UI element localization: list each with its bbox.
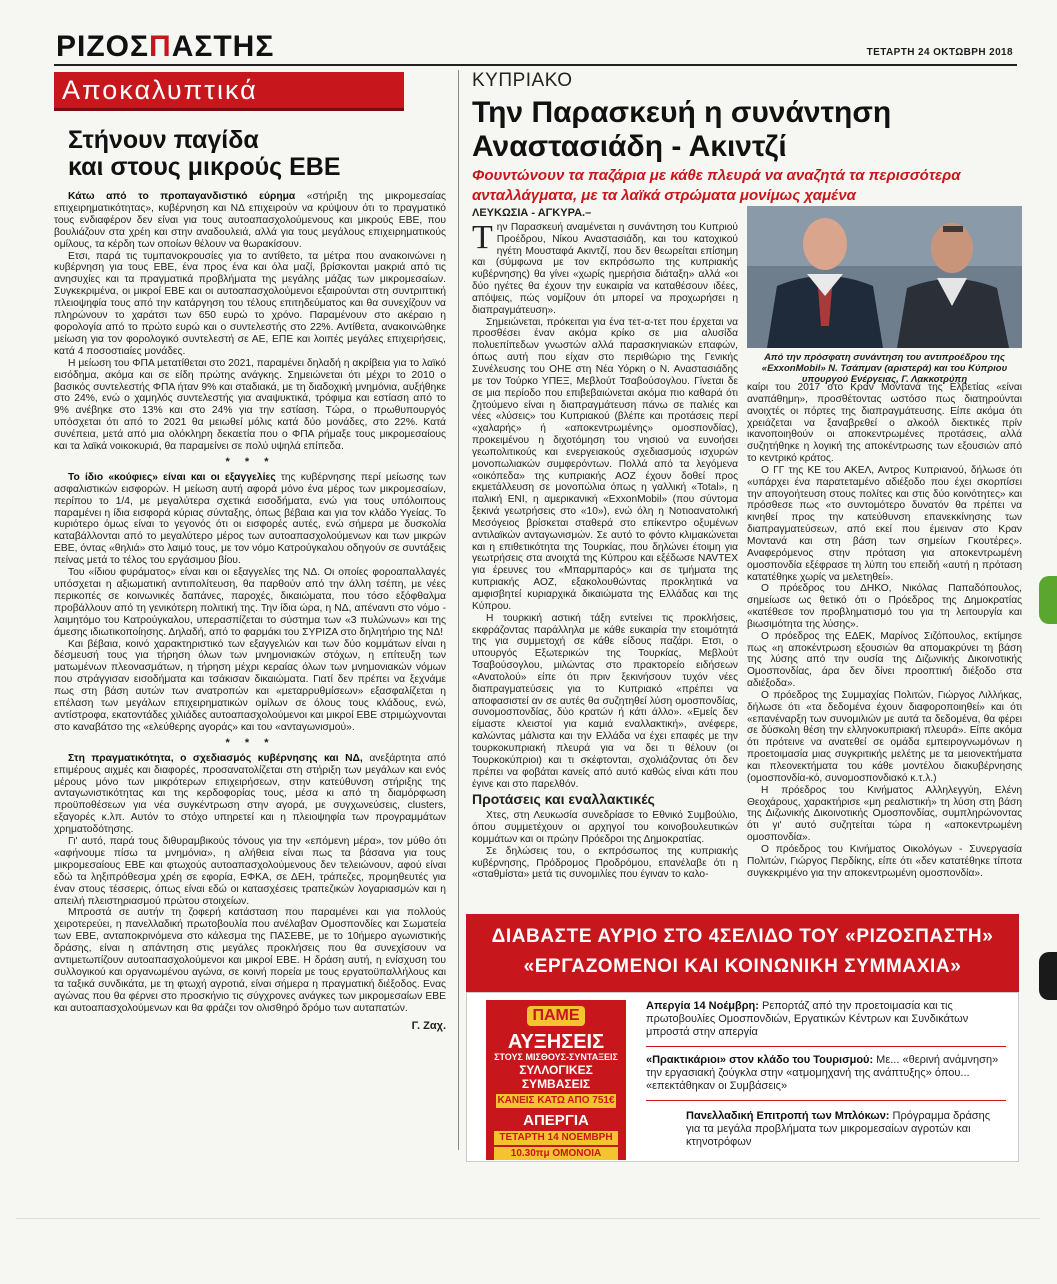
masthead-logo: ΡΙΖΟΣΠΑΣΤΗΣ [56,30,275,63]
poster-text: ΑΠΕΡΓΙΑ [523,1112,589,1129]
promo-item: Πανελλαδική Επιτροπή των Μπλόκων: Πρόγραμμα δράσης για τα μεγάλα προβλήματα των μικρομεσαίων αγροτών και κτηνοτρόφων [686,1110,991,1148]
promo-banner [466,914,1019,992]
paragraph: Ο πρόεδρος του Κινήματος Οικολόγων - Συνεργασία Πολιτών, Γιώργος Περδίκης, είπε ότι «δεν κατατέθηκε τίποτα συγκεκριμένο για την αποκεντρωμένη ομοσπονδία». [747,843,1022,879]
promo-item: Απεργία 14 Νοέμβρη: Ρεπορτάζ από την προετοιμασία και τις πρωτοβουλίες Ομοσπονδιών, Εργατικών Κέντρων και Συνδικάτων μπροστά στην απεργία [646,1000,969,1038]
promo-separator [646,1100,1006,1101]
paragraph: Η πρόεδρος του Κινήματος Αλληλεγγύη, Ελένη Θεοχάρους, χαρακτήρισε «μη ρεαλιστική» τη λύση στη βάση της Διζωνικής Δικοινοτικής Ομοσπονδίας, συμπληρώνοντας ότι γι' αυτό συζητείται τώρα η «αποκεντρωμένη ομοσπονδία». [747,784,1022,844]
paragraph: Ο ΓΓ της ΚΕ του ΑΚΕΛ, Αντρος Κυπριανού, δήλωσε ότι «υπάρχει ένα παρατεταμένο αδιέξοδο που έχει σκορπίσει την απογοήτευση στους πολίτες και στις δύο κοινότητες» και πρόσθεσε πως «το συντομότερο δυνατόν θα πρέπει να κινηθεί προς την κατεύθυνση επανεκκίνησης των διαπραγματεύσεων, από εκεί που έμειναν στο Κραν Μοντανά και στη βάση των σημείων Γκουτέρες». Αναφερόμενος στην πρόταση για αποκεντρωμένη ομοσπονδία εξέφρασε τη λύπη του επειδή «αυτή η πρόταση κατατέθηκε χωρίς να μελετηθεί». [747,464,1022,583]
edge-tab-green [1039,576,1057,624]
paragraph: Ετσι, παρά τις τυμπανοκρουσίες για το αντίθετο, τα μέτρα που ανακοινώνει η κυβέρνηση για τους ΕΒΕ, ένα προς ένα και όλα μαζί, βρίσκονται μακριά από τις ανησυχίες και τα πραγματικά προβλήματα της μεγάλης μάζας των μικρομεσαίων. Συγκεκριμένα, οι μικροί ΕΒΕ και οι αυτοαπασχολούμενοι εξαιρούνται στη συντριπτική πλειοψηφία τους από την κατάργηση του τέλους επιτηδεύματος και θα συνεχίζουν να πληρώνουν το χαράτσι των 650 ευρώ το χρόνο. Παραμένουν στο ακέραιο η φορολογία από το πρώτο ευρώ και ο συντελεστής στο 22%. Αντίθετα, ανακοινώθηκε μείωση για τον φορολογικό συντελεστή σε ΑΕ, ΕΠΕ και λοιπές μεγάλες επιχειρήσεις, κατά 4 ποσοστιαίες μονάδες. [54,250,446,357]
promo-separator [646,1046,1006,1047]
paragraph: Το ίδιο «κούφιες» είναι και οι εξαγγελίες της κυβέρνησης περί μείωσης των ασφαλιστικών εισφορών. Η μείωση αυτή αφορά μόνο ένα μέρος των μικρομεσαίων, περίπου το 1/4, με μεγαλύτερα σχετικά εισοδήματα, ενώ για τους υπόλοιπους παραμένει η ίδια εισφορά κύριας σύνταξης, όπως βέβαια και για τον κλάδο Υγείας. Το κυριότερο όμως είναι το γεγονός ότι οι εισφορές αυτές, ενώ σήμερα με δυσκολία καταβάλλονται από το μεγαλύτερο μέρος των αυτοαπασχολούμενων και των μικρών ΕΒΕ, όντας «θηλιά» στο λαιμό τους, με τον νόμο Κατρούγκαλου οδηγούν σε συντάξεις πείνας μετά το τέλος του εργάσιμου βίου. [54,471,446,567]
subheading: Προτάσεις και εναλλακτικές [472,791,655,808]
paragraph: Σημειώνεται, πρόκειται για ένα τετ-α-τετ που έρχεται να προσθέσει έναν ακόμα κρίκο σε μια αλυσίδα πολυεπίπεδων γνωστών αλλά παρασκηνιακών επαφών, όπως αυτή που είχαν στο περιθώριο της Γενικής Συνέλευσης του ΟΗΕ στη Νέα Υόρκη ο Ν. Αναστασιάδης με τον Τούρκο ΥΠΕΞ, Μεβλούτ Τσαβούσογλου. Γίνεται δε σε μια περίοδο που επιβεβαιώνεται ακόμα πιο καθαρά ότι ζητούμενο είναι η διαπραγμάτευση πάνω σε παλιές και νέες «λύσεις» του Κυπριακού (βλέπε και προτάσεις περί «χαλαρής» ή «αποκεντρωμένης» ομοσπονδίας), προκειμένου η διχοτόμηση του νησιού να ευνοήσει γεωπολιτικούς και ενεργειακούς σχεδιασμούς ισχυρών μονοπωλιακών συμφερόντων. Πολλά από τα λεγόμενα «οικόπεδα» της κυπριακής ΑΟΖ έχουν δοθεί προς εκμετάλλευση σε μονοπώλια όπως η γαλλική «Total», η ιταλική ΕΝΙ, η αμερικανική «ExxonMobil» (που σύντομα ξεκινά γεωτρήσεις στο «10»), ενώ όλη η Νοτιοανατολική Μεσόγειος βρίσκεται σταθερά στο επίκεντρο οξυμένων αντιλαϊκών ανταγωνισμών. Σε αυτό το φόντο κλιμακώνεται και η επιθετικότητα της Τουρκίας, που δηλώνει έτοιμη για γεωτρήσεις στα ανοιχτά της Κύπρου και εξέδωσε NAVTEX για έρευνες του «Μπαρμπαρός» και σε τμήματα της κυπριακής ΑΟΖ, εξακολουθώντας προκλητικά να αμφισβητεί κυριαρχικά δικαιώματα της Ελλάδας και της Κύπρου. [472,316,738,612]
issue-date: ΤΕΤΑΡΤΗ 24 ΟΚΤΩΒΡΗ 2018 [866,47,1013,58]
column-divider [458,70,459,1150]
main-headline [472,96,992,164]
poster-text: ΣΥΛΛΟΓΙΚΕΣ ΣΥΜΒΑΣΕΙΣ [519,1063,593,1091]
dateline: ΛΕΥΚΩΣΙΑ - ΑΓΚΥΡΑ.– [472,207,592,219]
promo-line-1: ΔΙΑΒΑΣΤΕ ΑΥΡΙΟ ΣΤΟ 4ΣΕΛΙΔΟ ΤΟΥ «ΡΙΖΟΣΠΑΣΤΗ» [491,926,994,947]
left-headline-line2: και στους μικρούς ΕΒΕ [68,153,341,181]
paragraph: Και βέβαια, κοινό χαρακτηριστικό των εξαγγελιών και των δύο κομμάτων είναι η δέσμευσή τους για τήρηση όλων των μνημονιακών στόχων, η επίτευξη των ματωμένων πλεονασμάτων, η τήρηση μέχρι κεραίας όλων των μνημονιακών νόμων που στράγγισαν εισοδήματα και τσάκισαν δικαιώματα. Γιατί δεν πρέπει να ξεχνάμε πως στη βάση αυτών των ανατροπών και «μεταρρυθμίσεων» εξασφαλίζεται η επέλαση των μεγάλων επιχειρηματικών ομίλων σε όλους τους κλάδους, ενώ, αντίστροφα, εκατοντάδες χιλιάδες αυτοαπασχολούμενοι και μικροί ΕΒΕ στριμώχνονται στο καναβάτσο της «ελεύθερης αγοράς» και του «ανταγωνισμού». [54,638,446,733]
main-headline-line2: Αναστασιάδη - Ακιντζί [472,130,787,163]
news-photo [747,206,1022,348]
poster-text: 10.30πμ ΟΜΟΝΟΙΑ [494,1147,618,1160]
main-headline-line1: Την Παρασκευή η συνάντηση [472,96,892,129]
paragraph: Γι' αυτό, παρά τους διθυραμβικούς τόνους για την «επόμενη μέρα», τον μύθο ότι «αφήνουμε πίσω τα μνημόνια», η αλήθεια είναι πως τα βάσανα για τους μικρομεσαίους ΕΒΕ και φτωχούς αυτοαπασχολούμενους δεν τελειώνουν, αφού είναι εδώ τα ληξιπρόθεσμα χρέη σε εφορία, ΕΦΚΑ, σε ΔΕΗ, τράπεζες, προμηθευτές για έναν στους τέσσερις, όπως είναι εδώ οι κατασχέσεις τραπεζικών λογαριασμών και η απειλή πλειστηριασμού πρώτου στοιχείων. [54,836,446,907]
promo-line-2: «ΕΡΓΑΖΟΜΕΝΟΙ ΚΑΙ ΚΟΙΝΩΝΙΚΗ ΣΥΜΜΑΧΙΑ» [523,956,962,977]
separator-stars: * * * [225,455,275,468]
photo-illustration [747,206,1022,348]
pame-logo: ΠΑΜΕ [527,1006,585,1026]
left-article [54,72,446,1033]
drop-cap: Τ [472,218,493,256]
author-signature: Γ. Ζαχ. [411,1019,446,1032]
paragraph: Η μείωση του ΦΠΑ μετατίθεται στο 2021, παραμένει δηλαδή η ακρίβεια για το λαϊκό εισόδημα, ακόμα και σε είδη πρώτης ανάγκης. Σημειώνεται ότι μέχρι το 2010 ο βασικός συντελεστής ΦΠΑ ήταν 9% και σταδιακά, με τη διαδοχική μνημόνια, αυξήθηκε στο 24%, ενώ ο χαμηλός συντελεστής για αναψυκτικά, τρόφιμα και εστίαση από το 9% ανέβηκε στο 13% και στο 24% για την εστίαση. Τώρα, ο πρωθυπουργός υπόσχεται ότι από το 2021 θα μειωθεί μόλις κατά δύο μονάδες, στο 22%. Κατά συνέπεια, μετά από μια ολόκληρη δεκαετία που ο ΦΠΑ ρήμαξε τους μικρομεσαίους και τα λαϊκά νοικοκυριά, θα παραμείνει σε πολύ υψηλά επίπεδα. [54,357,446,453]
paragraph: Ο πρόεδρος του ΔΗΚΟ, Νικόλας Παπαδόπουλος, σημείωσε ως θετικό ότι ο Πρόεδρος της Δημοκρατίας «κατέθεσε τον προβληματισμό του για τη λειτουργία και βιωσιμότητα της λύσης». [747,583,1022,630]
edge-tab-black [1039,952,1057,1000]
section-kicker: ΚΥΠΡΙΑΚΟ [472,70,573,91]
paragraph: Η τουρκική αστική τάξη εντείνει τις προκλήσεις, εκφράζοντας παράλληλα με κάθε ευκαιρία την ετοιμότητά της για συμμετοχή σε κάθε είδους παζάρι. Ετσι, ο υπουργός Εξωτερικών της Τουρκίας, Μεβλούτ Τσαβούσογλου, μιλώντας στο πρακτορείο ειδήσεων «Ανατολού» είπε ότι πριν ξεκινήσουν τυχόν νέες διαπραγματεύσεις για το Κυπριακό «πρέπει να αποφασιστεί αν σε αυτές θα συζητηθεί λύση ομοσπονδίας, συνομοσπονδίας, δύο κρατών ή κάτι άλλο». «Εμείς δεν είμαστε κλειστοί για καμιά εναλλακτική», ανέφερε, καλώντας μάλιστα και την Ελλάδα να έχει επαφές με την τουρκοκυπριακή πλευρά για να δει τι θέλουν (οι Τουρκοκύπριοι) και τι σκέφτονται, σχολιάζοντας ότι δεν πρέπει να φοβάται κανείς από αυτό καθώς είναι κάτι που έγινε και στο παρελθόν. [472,612,738,790]
paragraph: Μπροστά σε αυτήν τη ζοφερή κατάσταση που παραμένει και για πολλούς χειροτερεύει, η πανελλαδική πρωτοβουλία που ανέλαβαν Ομοσπονδίες και Σωματεία των ΕΒΕ, ανταποκρινόμενα στο κάλεσμα της ΠΑΣΕΒΕ, με το 10ήμερο αγωνιστικής δράσης, είναι η απάντηση στις μεγάλες προκλήσεις που θα συνεχίσουν να αντιμετωπίζουν αυτοαπασχολούμενοι και μικροί ΕΒΕ. Η δράση αυτή, η ενίσχυση του συλλογικού και οργανωμένου αγώνα, σε κοινή πορεία με τους εργατοϋπαλλήλους και τα ταξικά συνδικάτα, με τη φτωχή αγροτιά, είναι σήμερα η πραγματική διέξοδος. Ενας αγώνας που θα φέρνει στο προσκήνιο τις σύγχρονες ανάγκες των μικρομεσαίων ΕΒΕ και αυτοαπασχολούμενων και θα φράζει τον ολισθηρό δρόμο των αυταπατών. [54,907,446,1014]
right-column-1 [472,208,738,881]
photo-caption: Από την πρόσφατη συνάντηση του αντιπροέδρου της «ExxonMobil» Ν. Τσάπμαν (αριστερά) και του Κύπριου υπουργού Ενέργειας, Γ. Λακκοτρύπη [761,352,1008,385]
paragraph: Ο πρόεδρος της Συμμαχίας Πολιτών, Γιώργος Λιλλήκας, δήλωσε ότι «τα δεδομένα έχουν διαφοροποιηθεί» και ότι «επανέναρξη των συνομιλιών με αυτά τα δεδομένα, θα φέρει σε δύσκολη θέση την ελληνοκυπριακή πλευρά». Είπε ακόμα ότι πρότεινε να ανατεθεί σε ομάδα εμπειρογνωμόνων η προετοιμασία μιας συγκριτικής μελέτης με τα μειονεκτήματα και πλεονεκτήματα του κάθε μοντέλου διακυβέρνησης (ομοσπονδία-κό, συνομοσπονδιακό κ.τ.λ.) [747,689,1022,784]
paragraph: Την Παρασκευή αναμένεται η συνάντηση του Κυπριού Προέδρου, Νίκου Αναστασιάδη, και του κατοχικού ηγέτη Μουσταφά Ακιντζί, που δεν θεωρείται επίσημη και (σύμφωνα με τον εκπρόσωπο της κυπριακής κυβέρνησης) θα γίνει «χωρίς ημερήσια διάταξη» αλλά «οι δύο ηγέτες θα έχουν την ευκαιρία να καταθέσουν ιδέες, απόψεις, πώς νομίζουν ότι μπορεί να προχωρήσει η διαπραγμάτευση». [472,218,738,316]
footer-rule [16,1218,1040,1219]
poster-text: ΚΑΝΕΙΣ ΚΑΤΩ ΑΠΟ 751€ [497,1095,615,1106]
section-banner: Αποκαλυπτικά [54,72,404,111]
promo-item: «Πρακτικάριοι» στον κλάδο του Τουρισμού: Με... «θερινή ανάμνηση» την εργασιακή ζούγκλα στην «ατμομηχανή της ανάπτυξης» όπου... «επεκτάθηκαν οι Συμβάσεις» [646,1054,999,1092]
paragraph: Χτες, στη Λευκωσία συνεδρίασε το Εθνικό Συμβούλιο, όπου συμμετέχουν οι αρχηγοί του κοινοβουλευτικών κομμάτων και οι πρώην Πρόεδροι της Δημοκρατίας. [472,810,738,845]
header-rule [54,64,1017,66]
paragraph: Στη πραγματικότητα, ο σχεδιασμός κυβέρνησης και ΝΔ, ανεξάρτητα από επιμέρους αιχμές και διαφορές, προσανατολίζεται στη στήριξη των μεγάλων και ενός μέρους μόνο των μικρότερων επιχειρήσεων, στην κατεύθυνση στήριξης της ανταγωνιστικότητας και της κερδοφορίας τους, μέσα κι από τη διαμόρφωση προϋποθέσεων για νέα συγκέντρωση στην αγορά, με συγχωνεύσεις, clusters, εξαγορές κ.λπ. Αυτόν το στόχο υπηρετεί και η πλειοψηφία των προγραμμάτων χρηματοδότησης. [54,752,446,836]
paragraph: Σε δηλώσεις του, ο εκπρόσωπος της κυπριακής κυβέρνησης, Πρόδρομος Προδρόμου, επανέλαβε ότι η «σταθμίστα» μετά τις συνομιλίες που έγιναν το καλο- [472,845,738,881]
left-headline [68,127,446,181]
left-body [54,191,446,1033]
poster-text: ΣΤΟΥΣ ΜΙΣΘΟΥΣ-ΣΥΝΤΑΞΕΙΣ [494,1052,618,1062]
strike-poster [486,1000,626,1160]
standfirst: Φουντώνουν τα παζάρια με κάθε πλευρά να αναζητά τα περισσότερα ανταλλάγματα, με τα λαϊκά στρώματα μονίμως χαμένα [472,167,961,204]
poster-text: ΤΕΤΑΡΤΗ 14 ΝΟΕΜΒΡΗ [494,1131,618,1145]
left-headline-line1: Στήνουν παγίδα [68,126,259,154]
paragraph: καίρι του 2017 στο Κραν Μοντανά της Ελβετίας «είναι αναπάθημη», προσθέτοντας ωστόσο πως διατηρούνται ανοιχτές οι πόρτες της διαπραγμάτευσης. Είπε ακόμα ότι χρειάζεται να ξαναβρεθεί ο αλκοόλ διεκτικές πρίν ικανοποιηθούν οι αποκεντρωμένες προτάσεις, αλλά συζητήθηκε η λογική της αποκέντρωσης των εξουσιών από το κεντρικό κράτος. [747,382,1022,465]
separator-stars: * * * [225,736,275,749]
poster-text: ΑΥΞΗΣΕΙΣ [507,1031,605,1053]
paragraph: Ο πρόεδρος της ΕΔΕΚ, Μαρίνος Σιζόπουλος, εκτίμησε πως «η αποκέντρωση εξουσιών θα απομακρύνει τη βάση της λύσης από την ουσία της Διζωνικής Δικοινοτικής Ομοσπονδίας, άρα δεν δίνει προοπτική διέξοδο στα αδιέξοδα». [747,630,1022,690]
paragraph: Του «ίδιου φυράματος» είναι και οι εξαγγελίες της ΝΔ. Οι οποίες φοροαπαλλαγές υπόσχεται η αξιωματική αντιπολίτευση, θα παρθούν από την άλλη τσέπη, με νέες περικοπές σε κοινωνικές δαπάνες, παροχές, δικαιώματα, που τόσο εξόφθαλμα προβάλλουν από τη γενικότερη πολιτική της. Την ίδια ώρα, η ΝΔ, απέναντι στο νόμο - λαιμητόμο του Κατρούγκαλου, υπερασπίζεται το σύστημα των «3 πυλώνων» και της άμεσης ιδιωτικοποίησης. Δηλαδή, από το φαρμάκι του ΣΥΡΙΖΑ στο δηλητήριο της ΝΔ! [54,567,446,638]
paragraph: Κάτω από το προπαγανδιστικό εύρημα «στήριξη της μικρομεσαίας επιχειρηματικότητας», κυβέρνηση και ΝΔ επιχειρούν να κρύψουν ότι το πραγματικό τους ενδιαφέρον δεν είναι για τους αυτοαπασχολούμενους και μικρούς ΕΒΕ, που βουλιάζουν στα χρέη και στην αναδουλειά, αλλά για τους μεγάλους επιχειρηματικούς ομίλους, τα κέρδη των οποίων θέλουν να θωρακίσουν. [54,191,447,250]
right-column-2 [747,382,1022,879]
